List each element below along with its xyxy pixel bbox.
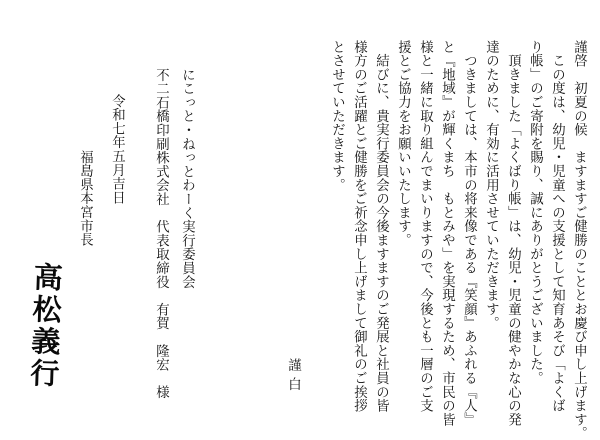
letter-date: 令和七年五月吉日	[109, 94, 125, 205]
closing-kinpaku: 謹白	[285, 358, 301, 397]
letter-line-6: つきましては、本市の将来像である『笑顔』あふれる『人』	[461, 40, 477, 427]
letter-line-5: 達のために、有効に活用させていただきます。	[483, 40, 499, 330]
letter-line-7: と『地域』が輝くまち もとみや」を実現するため、市民の皆	[439, 40, 455, 427]
letter-line-12: とさせていただきます。	[329, 40, 345, 192]
letter-line-4: 頂きました「よくばり帳」は、幼児・児童の健やかな心の発	[505, 40, 521, 427]
letter-line-1: 謹啓 初夏の候 ますますご健勝のこととお慶び申し上げます。	[571, 40, 587, 440]
letter-line-9: 援とご協力をお願いいたします。	[395, 40, 411, 247]
letter-line-8: 様と一緒に取り組んでまいりますので、今後とも一層のご支	[417, 40, 433, 413]
letter-line-2: この度は、幼児・児童への支援として知育あそび「よくば	[549, 40, 565, 413]
letter-line-10: 結びに、貴実行委員会の今後ますますのご発展と社員の皆	[373, 40, 389, 413]
letter-line-11: 様方のご活躍とご健勝をご祈念申し上げまして御礼のご挨拶	[351, 40, 367, 413]
recipient-representative: 不二石橋印刷株式会社 代表取締役 有賀 隆宏 様	[153, 68, 169, 400]
sender-title: 福島県本宮市長	[77, 150, 93, 247]
mayor-signature: 高松義行	[25, 261, 65, 391]
recipient-organization: にこっと・ねっとわーく実行委員会	[179, 68, 195, 289]
letter-line-3: り帳」のご寄附を賜り、誠にありがとうございました。	[527, 40, 543, 385]
